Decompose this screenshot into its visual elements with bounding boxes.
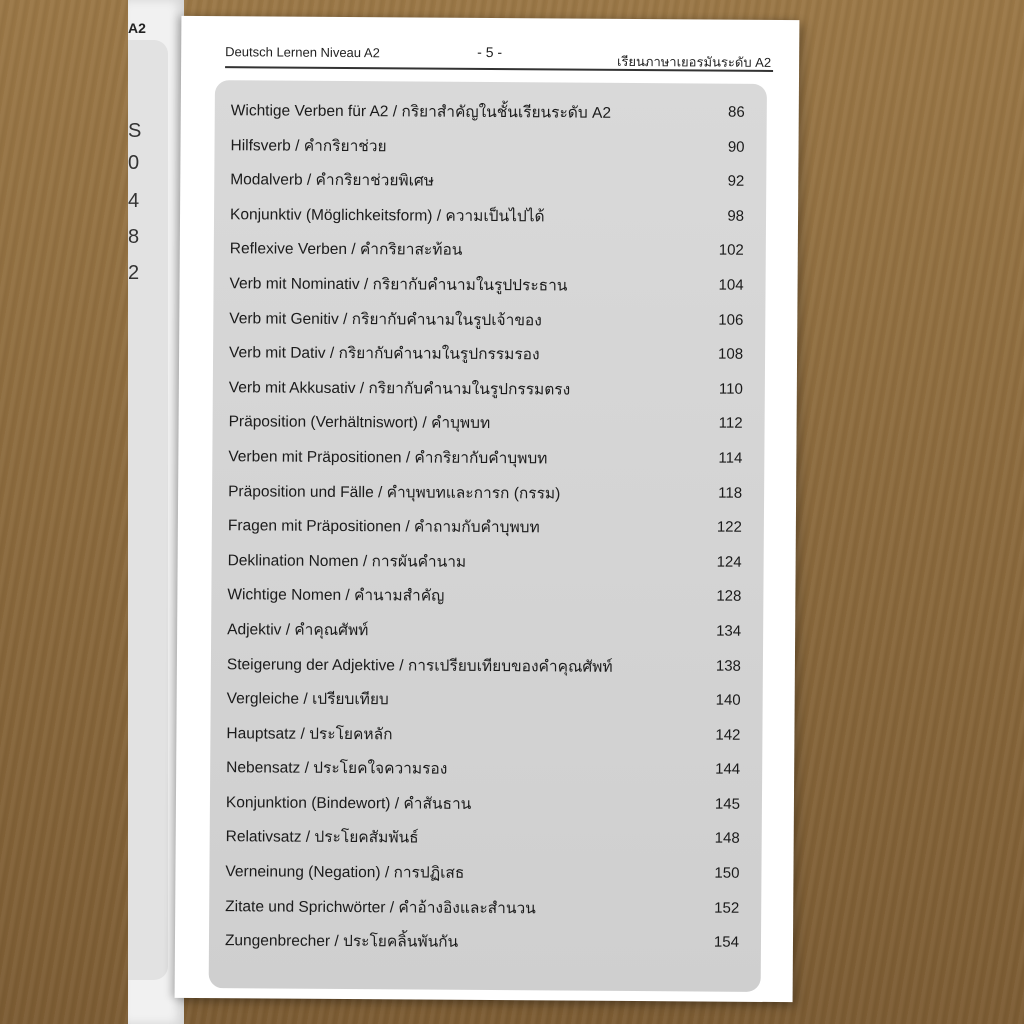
toc-list	[225, 88, 745, 956]
toc-entry-title: Wichtige Nomen / คำนามสำคัญ	[227, 586, 445, 606]
toc-entry-page-number: 148	[714, 830, 740, 848]
toc-entry-page-number: 138	[715, 657, 741, 675]
toc-entry-page-number: 108	[717, 345, 744, 363]
toc-entry-page-number: 134	[716, 622, 742, 640]
toc-entry	[228, 538, 742, 576]
toc-entry	[231, 88, 745, 126]
toc-entry-page-number: 140	[715, 691, 741, 709]
toc-entry-title: Verneinung (Negation) / การปฏิเสธ	[225, 863, 465, 882]
header-book-title: Deutsch Lernen Niveau A2	[225, 44, 380, 61]
toc-entry	[229, 400, 743, 438]
toc-entry-title: Konjunktiv (Möglichkeitsform) / ความเป็นไปได้	[229, 205, 545, 226]
toc-entry-title: Relativsatz / ประโยคสัมพันธ์	[225, 828, 419, 847]
toc-entry	[225, 884, 739, 922]
toc-entry-page-number: 128	[716, 587, 742, 606]
toc-entry-page-number: 110	[718, 380, 743, 398]
table-of-contents	[209, 80, 767, 992]
toc-entry-page-number: 142	[715, 726, 741, 744]
left-page-edge-char: 4	[128, 190, 140, 212]
toc-entry	[226, 815, 740, 853]
toc-entry-page-number: 122	[716, 518, 742, 536]
toc-entry-page-number: 124	[716, 553, 742, 571]
toc-entry	[230, 123, 744, 161]
toc-entry-title: Adjektiv / คำคุณศัพท์	[227, 621, 369, 640]
toc-entry-page-number: 145	[714, 795, 741, 813]
header-thai-title: เรียนภาษาเยอรมันระดับ A2	[616, 53, 772, 70]
toc-entry-title: Deklination Nomen / การผันคำนาม	[227, 551, 467, 571]
toc-entry-title: Wichtige Verben für A2 / กริยาสำคัญในชั้นเรียนระดับ A2	[230, 102, 612, 122]
toc-entry	[228, 434, 742, 472]
toc-entry-page-number: 92	[727, 172, 745, 190]
toc-entry	[230, 227, 744, 265]
toc-entry	[225, 918, 739, 956]
toc-entry	[229, 330, 743, 368]
left-page-gray-box	[128, 40, 168, 980]
toc-entry-title: Zitate und Sprichwörter / คำอ้างอิงและสำนวน	[225, 897, 536, 918]
left-page-edge-char: 2	[128, 262, 140, 284]
toc-entry-page-number: 150	[714, 864, 740, 882]
toc-entry-title: Modalverb / คำกริยาช่วยพิเศษ	[230, 171, 435, 190]
toc-entry	[229, 296, 743, 334]
toc-entry-title: Reflexive Verben / คำกริยาสะท้อน	[229, 240, 463, 260]
toc-entry-title: Verb mit Dativ / กริยากับคำนามในรูปกรรมรอง	[229, 344, 540, 364]
toc-entry	[228, 503, 742, 541]
toc-entry-title: Konjunktion (Bindewort) / คำสันธาน	[225, 794, 472, 813]
left-page-edge-char: 8	[128, 226, 140, 248]
toc-entry-title: Fragen mit Präpositionen / คำถามกับคำบุพบท	[227, 517, 540, 537]
toc-entry-title: Zungenbrecher / ประโยคลิ้นพันกัน	[224, 932, 459, 952]
toc-entry-page-number: 154	[713, 933, 740, 952]
header-page-number: - 5 -	[477, 43, 503, 61]
toc-entry-title: Verben mit Präpositionen / คำกริยากับคำบุพบท	[228, 448, 548, 468]
toc-entry-page-number: 102	[718, 241, 744, 260]
toc-entry-page-number: 90	[727, 138, 745, 156]
toc-entry	[229, 261, 743, 299]
toc-entry	[226, 711, 740, 749]
toc-entry-title: Verb mit Nominativ / กริยากับคำนามในรูปประธาน	[229, 275, 568, 295]
toc-entry	[227, 676, 741, 714]
toc-entry-page-number: 104	[718, 276, 744, 294]
toc-entry	[230, 192, 744, 230]
toc-entry-page-number: 86	[728, 103, 745, 121]
toc-entry	[227, 607, 741, 645]
toc-entry	[227, 573, 741, 611]
toc-entry-title: Präposition (Verhältniswort) / คำบุพบท	[228, 413, 491, 433]
book-page	[175, 16, 800, 1002]
toc-entry-title: Nebensatz / ประโยคใจความรอง	[226, 759, 448, 779]
toc-entry-title: Verb mit Akkusativ / กริยากับคำนามในรูปกรรมตรง	[228, 378, 571, 399]
toc-entry	[228, 469, 742, 507]
toc-entry-page-number: 106	[718, 311, 744, 329]
toc-entry-title: Hauptsatz / ประโยคหลัก	[226, 724, 393, 744]
toc-entry	[226, 745, 740, 783]
left-page-edge-char: 0	[128, 152, 140, 174]
toc-entry	[230, 157, 744, 195]
toc-entry-title: Hilfsverb / คำกริยาช่วย	[230, 136, 387, 155]
toc-entry	[227, 642, 741, 680]
toc-entry	[225, 849, 739, 887]
toc-entry-page-number: 152	[714, 899, 740, 917]
left-page-corner-label: A2	[128, 20, 146, 36]
toc-entry	[226, 780, 740, 818]
toc-entry-title: Präposition und Fälle / คำบุพบทและการก (กรรม)	[228, 482, 561, 503]
left-page-edge-char: S	[128, 120, 142, 142]
toc-entry-page-number: 112	[718, 414, 743, 433]
toc-entry-page-number: 144	[715, 760, 741, 779]
toc-entry-page-number: 114	[718, 449, 743, 467]
toc-entry	[229, 365, 743, 403]
toc-entry-page-number: 118	[718, 484, 743, 502]
toc-entry-title: Vergleiche / เปรียบเทียบ	[226, 690, 389, 709]
toc-entry-page-number: 98	[727, 207, 745, 225]
toc-entry-title: Steigerung der Adjektive / การเปรียบเทียบของคำคุณศัพท์	[226, 655, 613, 676]
toc-entry-title: Verb mit Genitiv / กริยากับคำนามในรูปเจ้าของ	[229, 309, 542, 329]
